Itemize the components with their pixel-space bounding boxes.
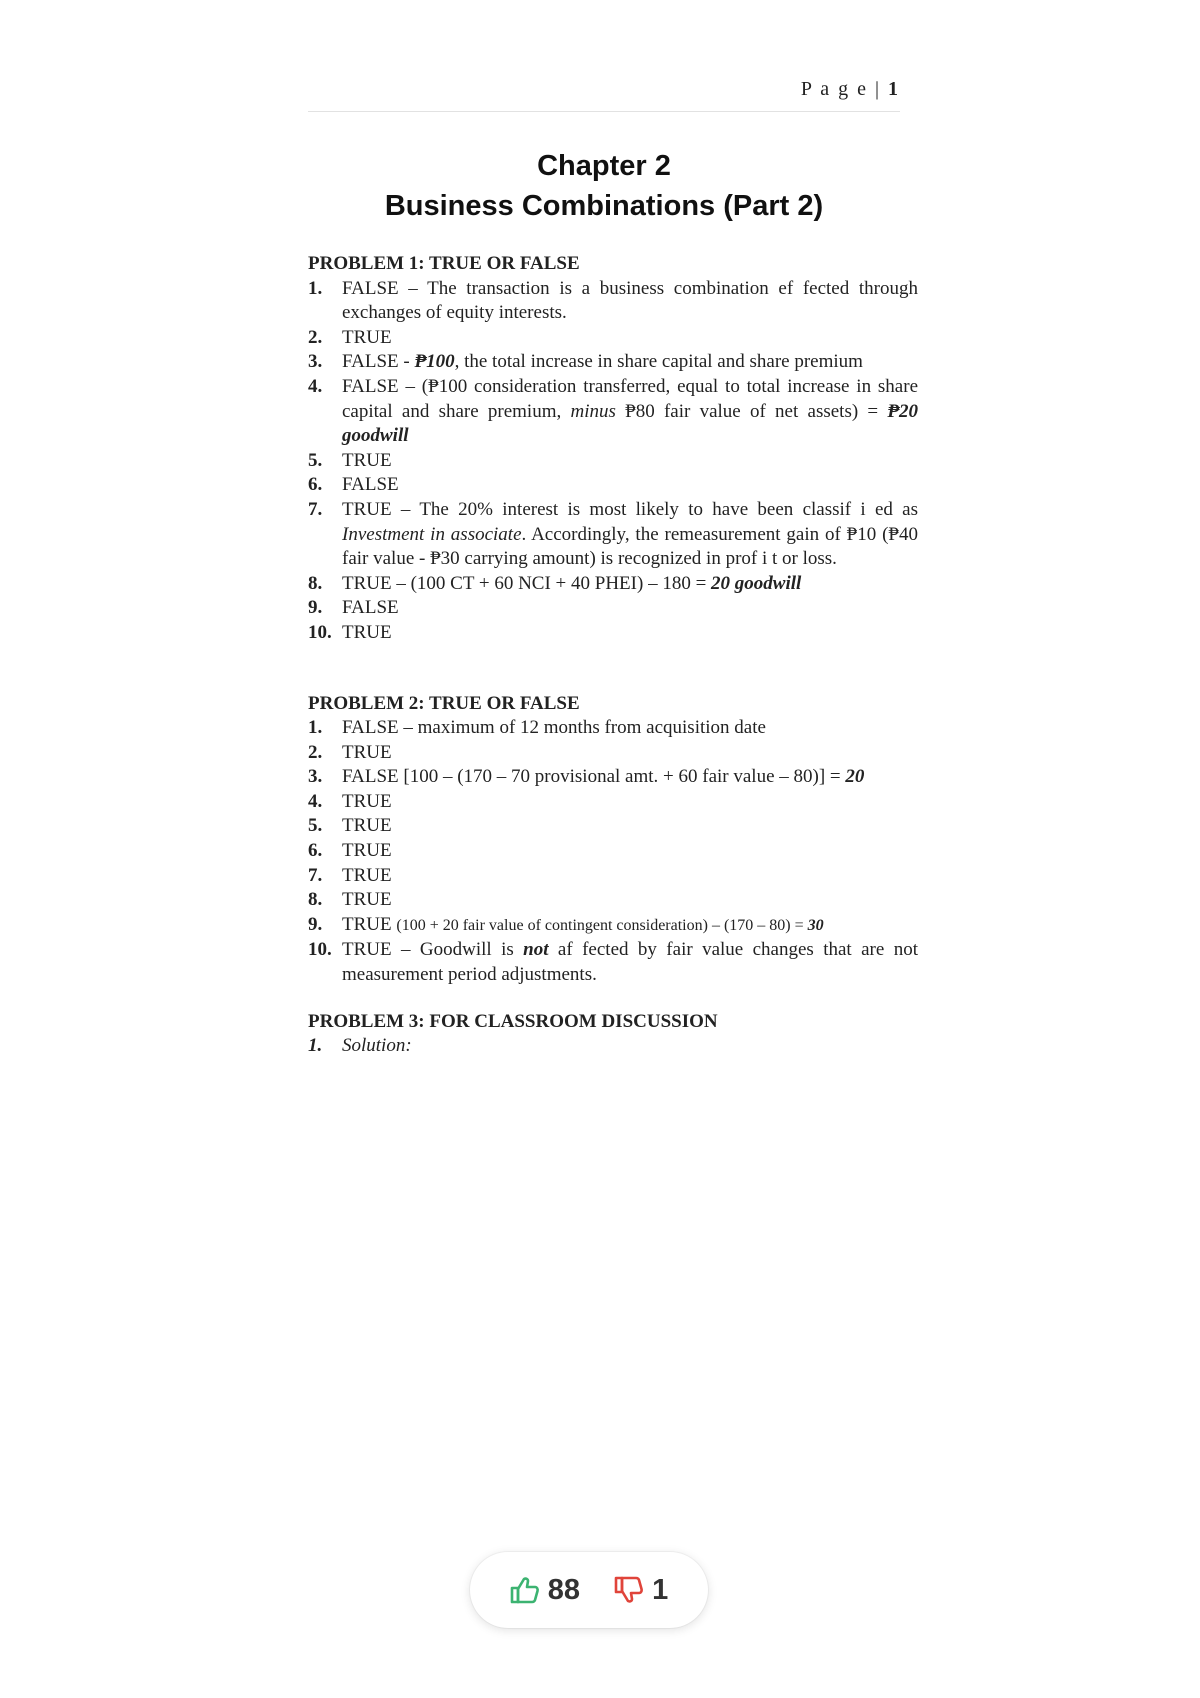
list-item: 2. TRUE bbox=[308, 326, 392, 348]
list-item: 6. TRUE bbox=[308, 840, 392, 862]
list-item: 5. TRUE bbox=[308, 815, 392, 837]
list-item: 8. TRUE bbox=[308, 889, 392, 911]
dislike-count: 1 bbox=[652, 1573, 669, 1606]
list-item: 4. TRUE bbox=[308, 790, 392, 812]
dislike-button[interactable] bbox=[614, 1574, 668, 1607]
list-item: 6. FALSE bbox=[308, 474, 399, 496]
list-item: 1. FALSE – The transaction is a business combination ef fected through exchanges of equity interests. bbox=[308, 277, 918, 324]
list-item: 3. FALSE - ₱100, the total increase in share capital and share premium bbox=[308, 351, 863, 373]
problem1-list bbox=[308, 277, 918, 646]
page-label: P a g e bbox=[800, 78, 868, 100]
problem1-heading: PROBLEM 1: TRUE OR FALSE bbox=[308, 253, 580, 274]
chapter-subtitle: Business Combinations (Part 2) bbox=[384, 190, 824, 222]
list-item: 1. Solution: bbox=[308, 1035, 412, 1057]
list-item: 2. TRUE bbox=[308, 741, 392, 763]
like-count: 88 bbox=[547, 1573, 581, 1606]
problem2-list bbox=[308, 716, 918, 988]
list-item: 3. FALSE [100 – (170 – 70 provisional amt. + 60 fair value – 80)] = 20 bbox=[308, 766, 865, 788]
chapter-title: Chapter 2 bbox=[537, 150, 671, 182]
list-item: 7. TRUE – The 20% interest is most likely to have been classif i ed as Investment in associate. Accordingly, the remeasurement gain of ₱10 (₱40 fair value - ₱30 carrying amount) is recognized in prof i t or loss. bbox=[308, 498, 918, 570]
list-item: 9. TRUE (100 + 20 fair value of contingent consideration) – (170 – 80) = 30 bbox=[308, 913, 824, 935]
list-item: 4. FALSE – (₱100 consideration transferred, equal to total increase in share capital and share premium, minus ₱80 fair value of net assets) = ₱20 goodwill bbox=[308, 375, 918, 447]
list-item: 7. TRUE bbox=[308, 864, 392, 886]
list-item: 1. FALSE – maximum of 12 months from acquisition date bbox=[308, 717, 766, 739]
list-item: 10. TRUE bbox=[308, 621, 392, 643]
problem2-heading: PROBLEM 2: TRUE OR FALSE bbox=[308, 692, 580, 714]
like-button[interactable] bbox=[510, 1574, 580, 1607]
list-item: 9. FALSE bbox=[308, 597, 399, 619]
problem3-heading: PROBLEM 3: FOR CLASSROOM DISCUSSION bbox=[308, 1010, 718, 1032]
list-item: 10. TRUE – Goodwill is not af fected by fair value changes that are not measurement period adjustments. bbox=[308, 939, 918, 986]
document-body bbox=[308, 252, 918, 1059]
thumbs-down-icon bbox=[614, 1576, 644, 1604]
list-item: 5. TRUE bbox=[308, 449, 392, 471]
page-number: 1 bbox=[888, 78, 900, 100]
thumbs-up-icon bbox=[510, 1576, 540, 1604]
problem3-list bbox=[308, 1034, 918, 1059]
vote-bar bbox=[470, 1552, 708, 1628]
title-block bbox=[308, 146, 900, 226]
list-item: 8. TRUE – (100 CT + 60 NCI + 40 PHEI) – 180 = 20 goodwill bbox=[308, 572, 802, 594]
page-header: P a g e | 1 bbox=[308, 78, 900, 112]
